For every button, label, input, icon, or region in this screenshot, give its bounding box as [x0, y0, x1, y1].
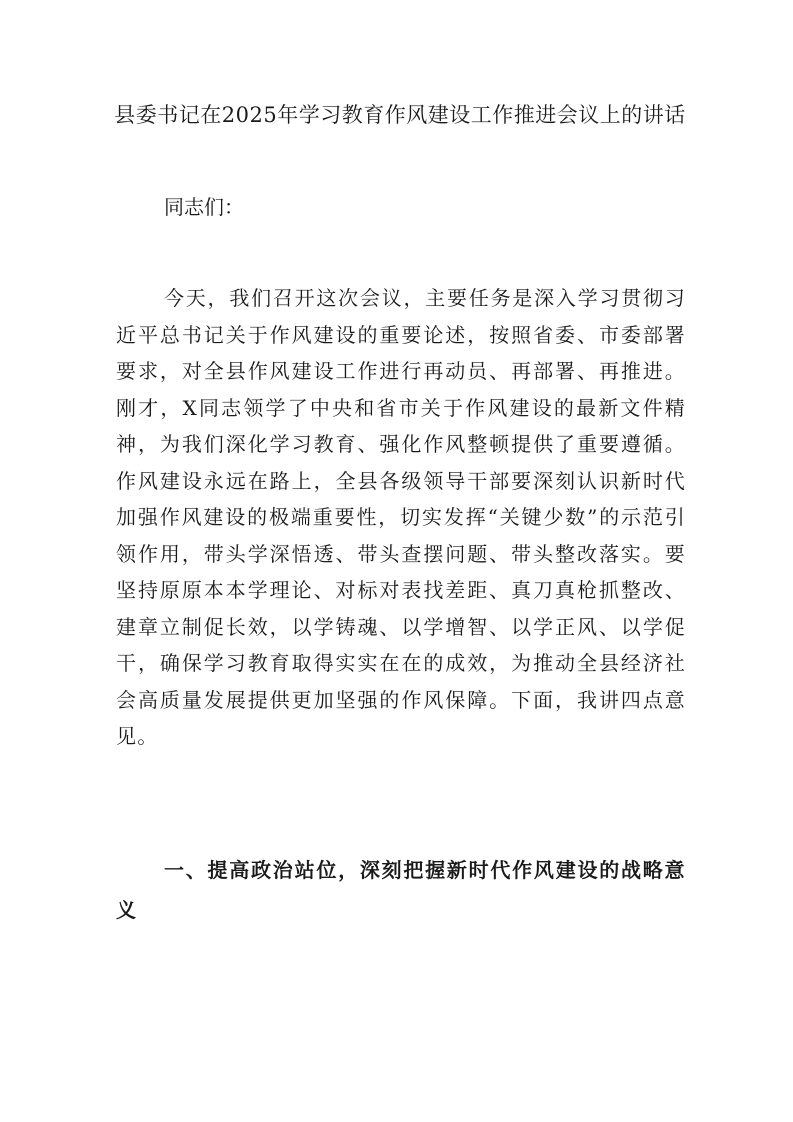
salutation: 同志们：	[164, 195, 244, 219]
body-paragraph: 今天，我们召开这次会议，主要任务是深入学习贯彻习近平总书记关于作风建设的重要论述，按照省委、市委部署要求，对全县作风建设工作进行再动员、再部署、再推进。刚才，X同志领学了中央和省市关于作风建设的最新文件精神，为我们深化学习教育、强化作风整顿提供了重要遵循。作风建设永远在路上，全县各级领导干部要深刻认识新时代加强作风建设的极端重要性，切实发挥“关键少数”的示范引领作用，带头学深悟透、带头查摆问题、带头整改落实。要坚持原原本本学理论、对标对表找差距、真刀真枪抓整改、建章立制促长效，以学铸魂、以学增智、以学正风、以学促干，确保学习教育取得实实在在的成效，为推动全县经济社会高质量发展提供更加坚强的作风保障。下面，我讲四点意见。	[116, 286, 686, 748]
section-heading: 一、提高政治站位，深刻把握新时代作风建设的战略意义	[116, 858, 686, 922]
document-title: 县委书记在2025年学习教育作风建设工作推进会议上的讲话	[114, 103, 686, 127]
